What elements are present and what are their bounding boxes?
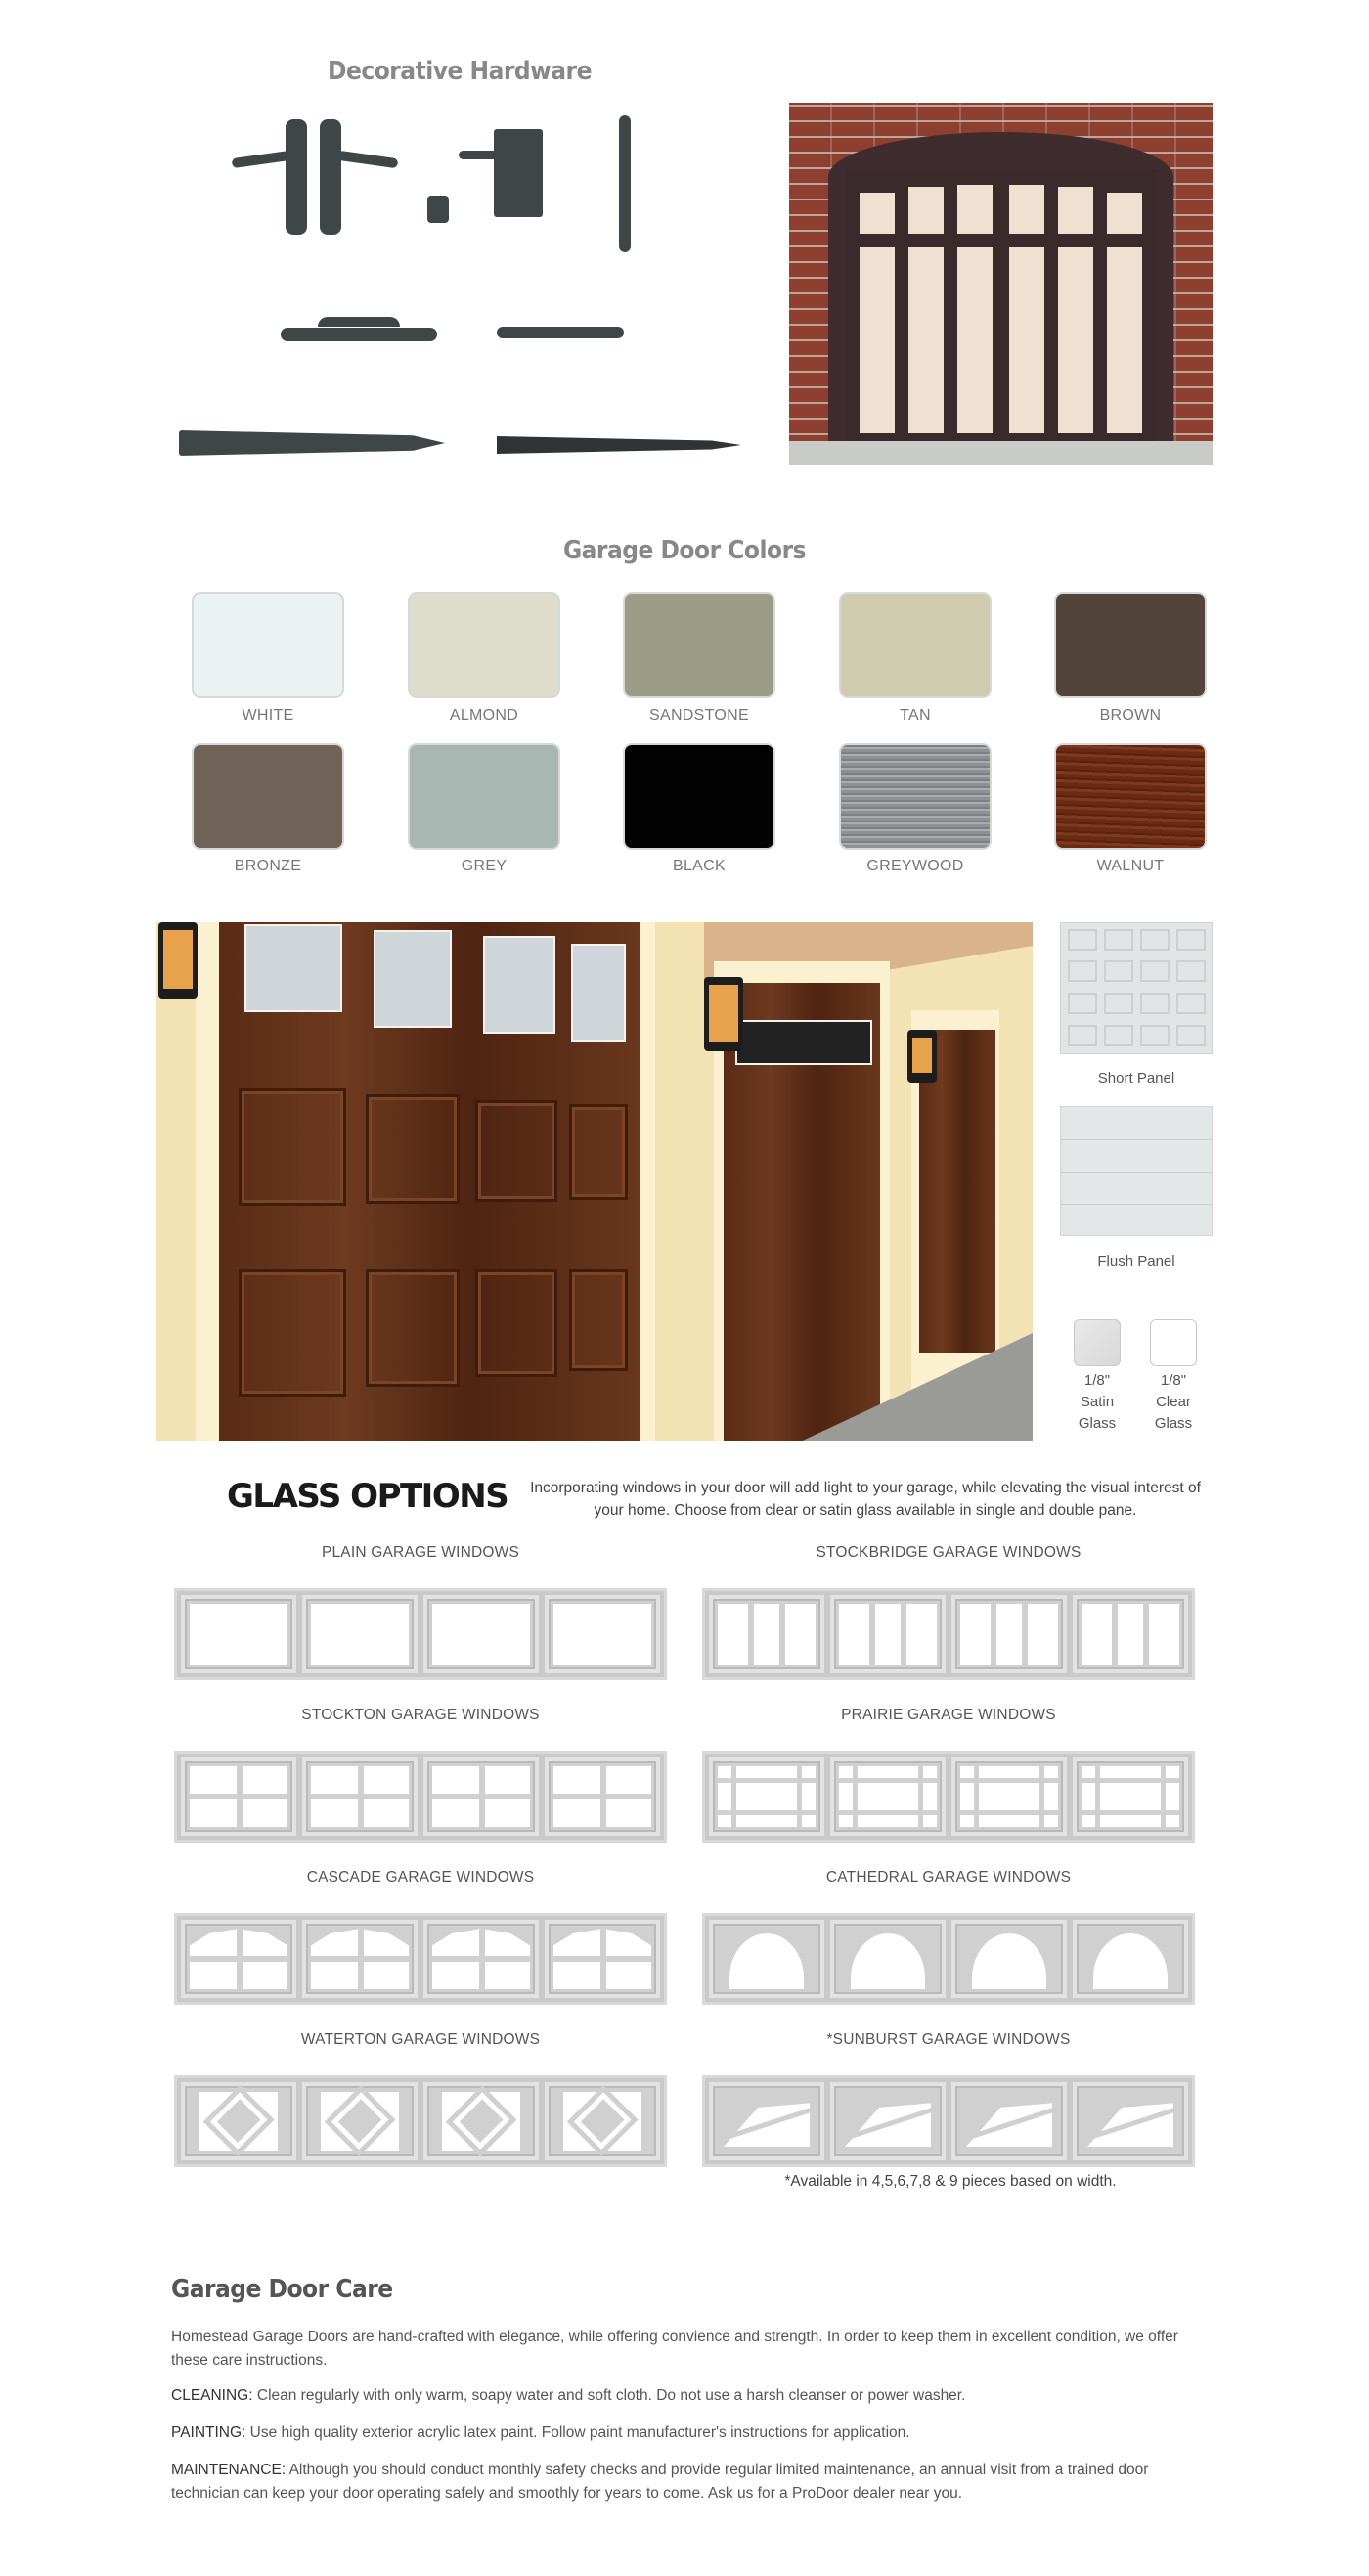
window-style-cathedral[interactable] [702,1913,1195,2005]
window-section [423,1920,539,1998]
window-style-stockton[interactable] [174,1751,667,1843]
hardware-title: Decorative Hardware [328,57,592,86]
swatch-label-tan: TAN [900,707,931,724]
clear-glass-line: 1/8" [1160,1372,1187,1389]
window-style-label: CATHEDRAL GARAGE WINDOWS [825,1869,1072,1886]
window-section [951,2082,1067,2160]
wall-lantern-icon [907,1030,937,1083]
window-glass [839,2091,937,2152]
strap-hinge-left [179,430,445,456]
window-section [423,1757,539,1836]
window-section [181,1595,296,1673]
door-panel [475,1269,557,1377]
door-pane [1107,193,1142,234]
window-muntin [779,1604,785,1665]
door-pane [1058,187,1093,234]
door-panel [366,1094,460,1204]
window-muntin [311,1956,409,1962]
window-glass [718,2091,816,2152]
window-muntin [918,1766,923,1827]
door-panel [957,247,993,433]
window-arch-glass [1093,1933,1168,1989]
window-section [830,1757,946,1836]
window-muntin [869,1604,875,1665]
window-section [1073,1595,1188,1673]
window-style-label: STOCKTON GARAGE WINDOWS [301,1707,540,1723]
window-glass [432,1929,530,1989]
window-section [545,1920,660,1998]
flush-panel-seam [1061,1204,1212,1205]
arched-door-photo [789,103,1213,465]
cleaning-text: Clean regularly with only warm, soapy water and soft cloth. Do not use a harsh cleanser or power washer. [252,2387,966,2404]
care-intro: Homestead Garage Doors are hand-crafted with elegance, while offering convience and strength. In order to keep them in excellent condition, we offer these care instructions. [171,2329,1178,2369]
window-glass [960,1766,1058,1827]
care-painting [171,2421,1208,2445]
window-muntin [839,1778,937,1783]
clear-glass-line: Clear [1156,1394,1191,1410]
short-panel-cell [1104,1025,1133,1046]
wood-garage-photo [156,922,1033,1441]
lever-arm-left [232,151,291,168]
maintenance-text: Although you should conduct monthly safety checks and provide regular limited maintenance, an annual visit from a trained door technician can keep your door operating safely and smoothly for years to come. Ask us for a ProDoor dealer near you. [171,2462,1149,2502]
window-section [709,2082,824,2160]
window-muntin [960,1778,1058,1783]
door-panel [569,1269,628,1371]
short-panel-cell [1068,993,1097,1014]
door-pane [957,185,993,234]
window-muntin [553,1956,651,1962]
lever-plate-right [320,119,341,235]
window-glass [718,1929,816,1989]
window-glass [311,1929,409,1989]
window-style-label: WATERTON GARAGE WINDOWS [300,2031,541,2048]
window-muntin [1095,1766,1100,1827]
swatch-label-almond: ALMOND [449,707,519,724]
window-muntin [718,1778,816,1783]
window-section [423,1595,539,1673]
swatch-label-sandstone: SANDSTONE [649,707,749,724]
swatch-label-white: WHITE [242,707,294,724]
door-panel [239,1269,346,1397]
bow-handle-left-grip [318,317,400,327]
window-glass [553,1766,651,1827]
window-section [545,1757,660,1836]
short-panel-cell [1176,1025,1206,1046]
door-panel [1107,247,1142,433]
window-muntin [839,1810,937,1815]
window-arch-glass [851,1933,925,1989]
cleaning-label: CLEANING: [171,2387,253,2404]
satin-glass-line: 1/8" [1083,1372,1111,1389]
clear-glass-line: Glass [1154,1415,1193,1432]
window-section [181,1757,296,1836]
window-muntin [190,1794,287,1799]
hardware-image [171,108,748,479]
short-panel-cell [1068,1025,1097,1046]
short-panel-sample[interactable] [1060,922,1213,1054]
swatch-label-bronze: BRONZE [234,858,302,874]
satin-glass-line: Satin [1080,1394,1115,1410]
short-panel-cell [1104,993,1133,1014]
window-section [545,1595,660,1673]
swatch-black[interactable] [623,743,775,850]
window-glass [432,1604,530,1665]
window-muntin [991,1604,996,1665]
door-panel [908,247,944,433]
painting-label: PAINTING: [171,2424,246,2441]
window-glass [1082,1604,1179,1665]
flush-panel-seam [1061,1139,1212,1140]
lever-plate-left [286,119,307,235]
short-panel-cell [1068,960,1097,982]
window-glass [1082,1929,1179,1989]
door-window [374,930,452,1028]
window-style-label: STOCKBRIDGE GARAGE WINDOWS [816,1544,1082,1561]
door-pane [908,187,944,234]
short-panel-cell [1140,1025,1170,1046]
short-panel-cell [1068,929,1097,951]
care-title: Garage Door Care [171,2275,393,2304]
window-section [1073,2082,1188,2160]
short-panel-cell [1176,993,1206,1014]
window-section [302,1595,418,1673]
short-panel-cell [1104,929,1133,951]
window-glass [553,2091,651,2152]
window-section [423,2082,539,2160]
swatch-brown[interactable] [1054,592,1207,698]
window-muntin [748,1604,754,1665]
window-style-label: PLAIN GARAGE WINDOWS [321,1544,520,1561]
lever-arm-right [337,151,399,169]
short-panel-cell [1104,960,1133,982]
door-panel [1058,247,1093,433]
window-section [545,2082,660,2160]
swatch-walnut[interactable] [1054,743,1207,850]
colors-title: Garage Door Colors [562,536,807,565]
sunburst-note: *Available in 4,5,6,7,8 & 9 pieces based on width. [784,2173,1117,2190]
swatch-label-black: BLACK [673,858,726,874]
door-window [244,924,342,1012]
window-muntin [1143,1604,1149,1665]
window-glass [960,1929,1058,1989]
window-muntin [1082,1810,1179,1815]
door-panel [366,1269,460,1387]
door-pane [860,193,895,234]
window-glass [839,1604,937,1665]
window-section [302,2082,418,2160]
care-cleaning [171,2384,1208,2408]
window-muntin [432,1956,530,1962]
window-glass [1082,1766,1179,1827]
door-window [483,936,555,1034]
square-plate [494,129,543,217]
door-window [571,944,626,1042]
short-panel-cell [1176,960,1206,982]
flush-panel-seam [1061,1172,1212,1173]
swatch-white[interactable] [192,592,344,698]
painting-text: Use high quality exterior acrylic latex paint. Follow paint manufacturer's instructions for application. [245,2424,910,2441]
window-glass [839,1929,937,1989]
window-muntin [311,1794,409,1799]
window-muntin [853,1766,858,1827]
window-section [1073,1920,1188,1998]
window-glass [960,2091,1058,2152]
driveway [789,441,1213,465]
window-style-prairie[interactable] [702,1751,1195,1843]
swatch-sandstone[interactable] [623,592,775,698]
window-glass [311,1766,409,1827]
satin-glass-line: Glass [1078,1415,1117,1432]
swatch-greywood[interactable] [839,743,992,850]
window-glass [553,1929,651,1989]
window-style-stockbridge[interactable] [702,1588,1195,1680]
window-glass [432,2091,530,2152]
wall-lantern-icon [158,922,198,999]
window-arch-glass [729,1933,804,1989]
window-style-waterton[interactable] [174,2075,667,2167]
door-panel [239,1088,346,1206]
bow-handle-left [281,328,437,341]
flush-panel-sample[interactable] [1060,1106,1213,1236]
short-panel-label: Short Panel [1097,1070,1175,1087]
window-section [709,1595,824,1673]
window-style-label: CASCADE GARAGE WINDOWS [306,1869,535,1886]
window-muntin [1039,1766,1044,1827]
swatch-label-walnut: WALNUT [1096,858,1165,874]
swatch-bronze[interactable] [192,743,344,850]
swatch-grey[interactable] [408,743,560,850]
thumb-latch [427,196,449,223]
window-section [302,1920,418,1998]
window-section [181,1920,296,1998]
window-glass [190,1604,287,1665]
window-section [951,1595,1067,1673]
window-muntin [960,1810,1058,1815]
window-glass [311,2091,409,2152]
swatch-label-greywood: GREYWOOD [866,858,964,874]
arched-door [846,169,1156,447]
window-glass [718,1766,816,1827]
window-muntin [731,1766,736,1827]
bow-handle-right [497,327,624,338]
window-muntin [901,1604,906,1665]
door-panel [860,247,895,433]
window-style-plain[interactable] [174,1588,667,1680]
short-panel-cell [1140,993,1170,1014]
tall-pull [619,115,631,252]
swatch-almond[interactable] [408,592,560,698]
window-glass [190,2091,287,2152]
window-section [709,1757,824,1836]
satin-glass-label [1063,1370,1131,1435]
clear-glass-chip[interactable] [1150,1319,1197,1366]
window-muntin [797,1766,802,1827]
window-style-label: *SUNBURST GARAGE WINDOWS [826,2031,1071,2048]
window-arch-glass [972,1933,1046,1989]
window-section [709,1920,824,1998]
window-section [951,1757,1067,1836]
strap-hinge-right [497,436,741,454]
window-glass [1082,2091,1179,2152]
window-glass [960,1604,1058,1665]
door-window [735,1020,872,1065]
door-panel [1009,247,1044,433]
window-section [830,1920,946,1998]
window-style-cascade[interactable] [174,1913,667,2005]
window-muntin [1022,1604,1028,1665]
window-glass [553,1604,651,1665]
window-glass [718,1604,816,1665]
window-section [830,2082,946,2160]
window-section [1073,1757,1188,1836]
window-muntin [190,1956,287,1962]
short-panel-cell [1140,929,1170,951]
window-section [951,1920,1067,1998]
glass-options-description: Incorporating windows in your door will add light to your garage, while elevating the visual interest of your home. Choose from clear or satin glass available in single and double pane. [530,1480,1201,1519]
swatch-label-brown: BROWN [1099,707,1162,724]
satin-glass-chip[interactable] [1074,1319,1121,1366]
short-panel-cell [1140,960,1170,982]
flush-panel-label: Flush Panel [1097,1253,1175,1269]
window-muntin [432,1794,530,1799]
window-glass [311,1604,409,1665]
square-lever [459,151,508,159]
glass-options-title: GLASS OPTIONS [227,1477,508,1516]
swatch-tan[interactable] [839,592,992,698]
window-glass [190,1766,287,1827]
window-muntin [1161,1766,1166,1827]
short-panel-cell [1176,929,1206,951]
window-section [302,1757,418,1836]
door-panel [475,1100,557,1202]
swatch-label-grey: GREY [461,858,508,874]
window-glass [432,1766,530,1827]
wall-lantern-icon [704,977,743,1051]
door-pane [1009,185,1044,234]
clear-glass-label [1139,1370,1208,1435]
door-panel [569,1104,628,1200]
care-maintenance [171,2459,1208,2506]
window-glass [839,1766,937,1827]
maintenance-label: MAINTENANCE: [171,2462,287,2478]
window-muntin [1112,1604,1118,1665]
window-style-label: PRAIRIE GARAGE WINDOWS [841,1707,1056,1723]
window-muntin [974,1766,979,1827]
window-muntin [553,1794,651,1799]
window-glass [190,1929,287,1989]
window-section [830,1595,946,1673]
window-muntin [718,1810,816,1815]
window-section [181,2082,296,2160]
window-muntin [1082,1778,1179,1783]
window-style-sunburst[interactable] [702,2075,1195,2167]
